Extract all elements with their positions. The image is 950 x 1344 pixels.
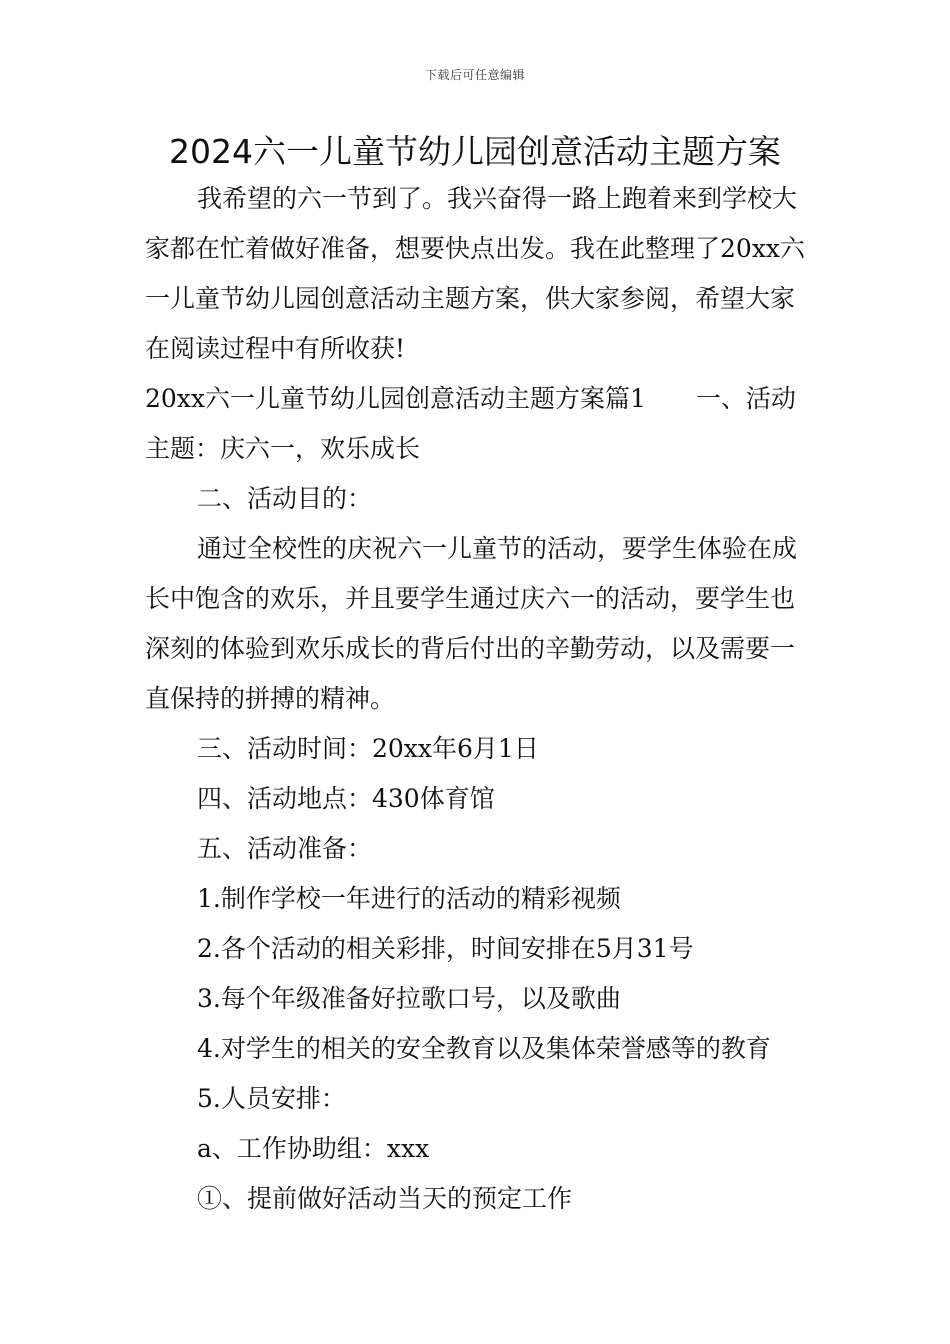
item-5-preparation-heading: 五、活动准备： <box>197 834 373 863</box>
item-1-theme: 一、活动主题：庆六一，欢乐成长 <box>145 384 796 463</box>
prep-item-1: 1.制作学校一年进行的活动的精彩视频 <box>197 884 621 913</box>
intro-paragraph: 我希望的六一节到了。我兴奋得一路上跑着来到学校大家都在忙着做好准备，想要快点出发。我在此整理了20xx六一儿童节幼儿园创意活动主题方案，供大家参阅，希望大家在阅读过程中有所收获! <box>145 184 806 363</box>
staff-group-a-task-1: ①、提前做好活动当天的预定工作 <box>197 1184 573 1213</box>
prep-item-2: 2.各个活动的相关彩排，时间安排在5月31号 <box>197 934 694 963</box>
section-heading-paragraph <box>145 374 807 474</box>
prep-item-5: 5.人员安排： <box>197 1084 346 1113</box>
document-title: 2024六一儿童节幼儿园创意活动主题方案 <box>169 132 781 171</box>
header-note: 下载后可任意编辑 <box>424 68 525 82</box>
item-2-purpose-heading: 二、活动目的： <box>197 484 373 513</box>
staff-group-a: a、工作协助组：xxx <box>197 1134 430 1163</box>
document-body <box>145 174 807 1224</box>
prep-item-3: 3.每个年级准备好拉歌口号，以及歌曲 <box>197 984 621 1013</box>
purpose-paragraph: 通过全校性的庆祝六一儿童节的活动，要学生体验在成长中饱含的欢乐，并且要学生通过庆六一的活动，要学生也深刻的体验到欢乐成长的背后付出的辛勤劳动，以及需要一直保持的拼搏的精神。 <box>145 534 798 713</box>
section-heading: 20xx六一儿童节幼儿园创意活动主题方案篇1 <box>145 384 646 413</box>
item-4-location: 四、活动地点：430体育馆 <box>197 784 495 813</box>
item-3-time: 三、活动时间：20xx年6月1日 <box>197 734 539 763</box>
prep-item-4: 4.对学生的相关的安全教育以及集体荣誉感等的教育 <box>197 1034 771 1063</box>
